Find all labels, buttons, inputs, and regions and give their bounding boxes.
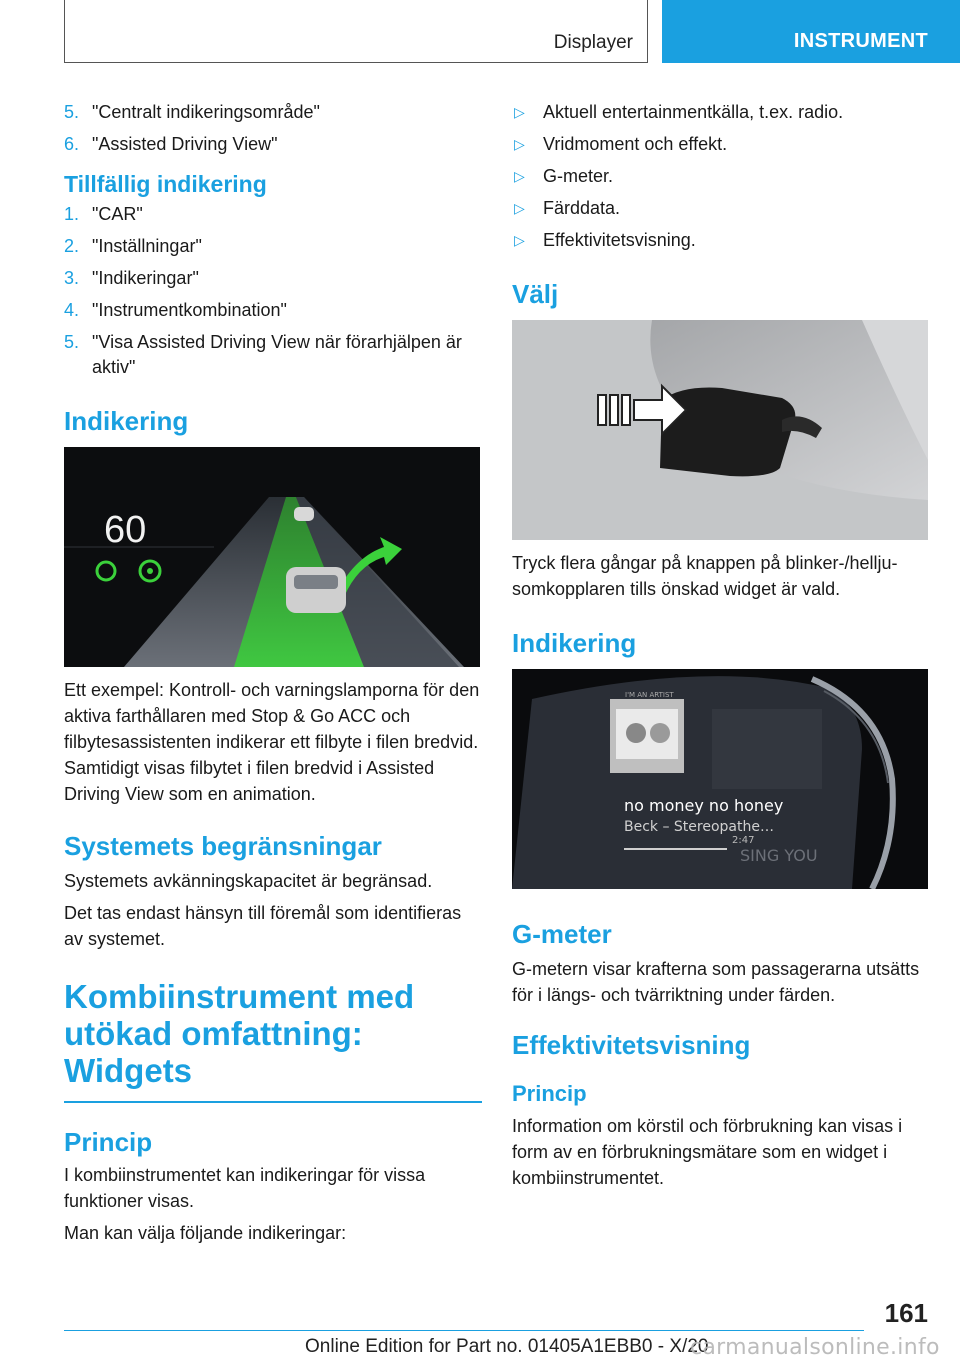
track-time: 2:47 (732, 835, 755, 846)
list-text: "Assisted Driving View" (92, 134, 278, 154)
edition-text: Online Edition for Part no. 01405A1EBB0 - X/20 (305, 1336, 709, 1357)
list-number: 1. (64, 204, 80, 224)
heading-select: Välj (512, 279, 559, 309)
assisted-driving-view-image (64, 447, 480, 667)
indication-paragraph: Ett exempel: Kontroll- och varningslamporna för den aktiva farthållaren med Stop & Go ACC och filbytesassistenten indikerar ett filbyte i filen bredvid. Samtidigt visas filbytet i filen bredvid i Assisted Driving View som en animation. (64, 680, 480, 804)
heading-principle: Princip (64, 1127, 153, 1157)
album-caption: SING YOU (740, 846, 818, 865)
bullet-item (512, 164, 930, 189)
list-item (64, 202, 482, 227)
list-item (64, 100, 482, 125)
principle-right-paragraph: Information om körstil och förbrukning kan visas i form av en förbrukningsmätare som en widget i kombiinstrumentet. (512, 1116, 903, 1188)
artist-name: Beck – Stereopathe… (624, 819, 774, 835)
section-title-widgets: Kombiinstrument med utökad omfattning: Widgets (64, 978, 482, 1103)
principle-paragraph-2: Man kan välja följande indikeringar: (64, 1223, 347, 1243)
page-number: 161 (884, 1298, 928, 1328)
stalk-button-image (512, 320, 928, 540)
list-number: 2. (64, 236, 80, 256)
list-number: 4. (64, 300, 80, 320)
heading-g-meter: G-meter (512, 919, 612, 949)
list-number: 5. (64, 102, 80, 122)
bullet-text: Effektivitetsvisning. (543, 230, 696, 250)
list-number: 3. (64, 268, 80, 288)
list-item (64, 132, 482, 157)
triangle-bullet-icon: ▷ (514, 136, 525, 152)
heading-indication: Indikering (64, 406, 189, 436)
list-text: "Indikeringar" (92, 268, 199, 288)
limits-paragraph-2: Det tas endast hänsyn till föremål som identifieras av systemet. (64, 903, 462, 949)
list-item (64, 266, 482, 291)
list-item (64, 330, 482, 380)
list-text: "CAR" (92, 204, 143, 224)
bullet-text: G-meter. (543, 166, 614, 186)
entertainment-widget-image (512, 669, 928, 889)
section-title: Displayer (553, 32, 633, 53)
list-text: "Instrumentkombination" (92, 300, 287, 320)
footer-divider (64, 1330, 864, 1331)
heading-efficiency: Effektivitetsvisning (512, 1030, 751, 1060)
song-title: no money no honey (624, 796, 784, 815)
list-item (64, 298, 482, 323)
right-column (512, 100, 930, 1197)
heading-indication-right: Indikering (512, 628, 637, 658)
select-paragraph: Tryck flera gångar på knappen på blinker-/helljusomkopplaren tills önskad widget är vald. (512, 553, 898, 599)
list-number: 6. (64, 134, 80, 154)
bullet-item (512, 196, 930, 221)
heading-temporary-indication: Tillfällig indikering (64, 171, 267, 197)
bullet-item (512, 100, 930, 125)
list-item (64, 234, 482, 259)
header-box (64, 0, 648, 63)
speed-readout: 60 (104, 509, 147, 551)
chapter-tab: INSTRUMENT (662, 0, 960, 63)
watermark: carmanualsonline.info (690, 1335, 940, 1360)
bullet-text: Vridmoment och effekt. (543, 134, 728, 154)
left-column (64, 100, 482, 1252)
bullet-item (512, 228, 930, 253)
bullet-item (512, 132, 930, 157)
triangle-bullet-icon: ▷ (514, 200, 525, 216)
g-meter-paragraph: G-metern visar krafterna som passagerarna utsätts för i längs- och tvärriktning under färden. (512, 959, 920, 1005)
svg-text:I'M AN ARTIST: I'M AN ARTIST (625, 691, 674, 699)
triangle-bullet-icon: ▷ (514, 168, 525, 184)
heading-principle-right: Princip (512, 1081, 587, 1106)
limits-paragraph-1: Systemets avkänningskapacitet är begränsad. (64, 871, 433, 891)
bullet-text: Färddata. (543, 198, 621, 218)
list-number: 5. (64, 332, 80, 352)
heading-system-limits: Systemets begränsningar (64, 831, 382, 861)
list-text: "Visa Assisted Driving View när förarhjälpen är aktiv" (92, 332, 462, 377)
principle-paragraph-1: I kombiinstrumentet kan indikeringar för vissa funktioner visas. (64, 1165, 426, 1211)
triangle-bullet-icon: ▷ (514, 232, 525, 248)
triangle-bullet-icon: ▷ (514, 104, 525, 120)
list-text: "Centralt indikeringsområde" (92, 102, 320, 122)
list-text: "Inställningar" (92, 236, 202, 256)
bullet-text: Aktuell entertainmentkälla, t.ex. radio. (543, 102, 844, 122)
